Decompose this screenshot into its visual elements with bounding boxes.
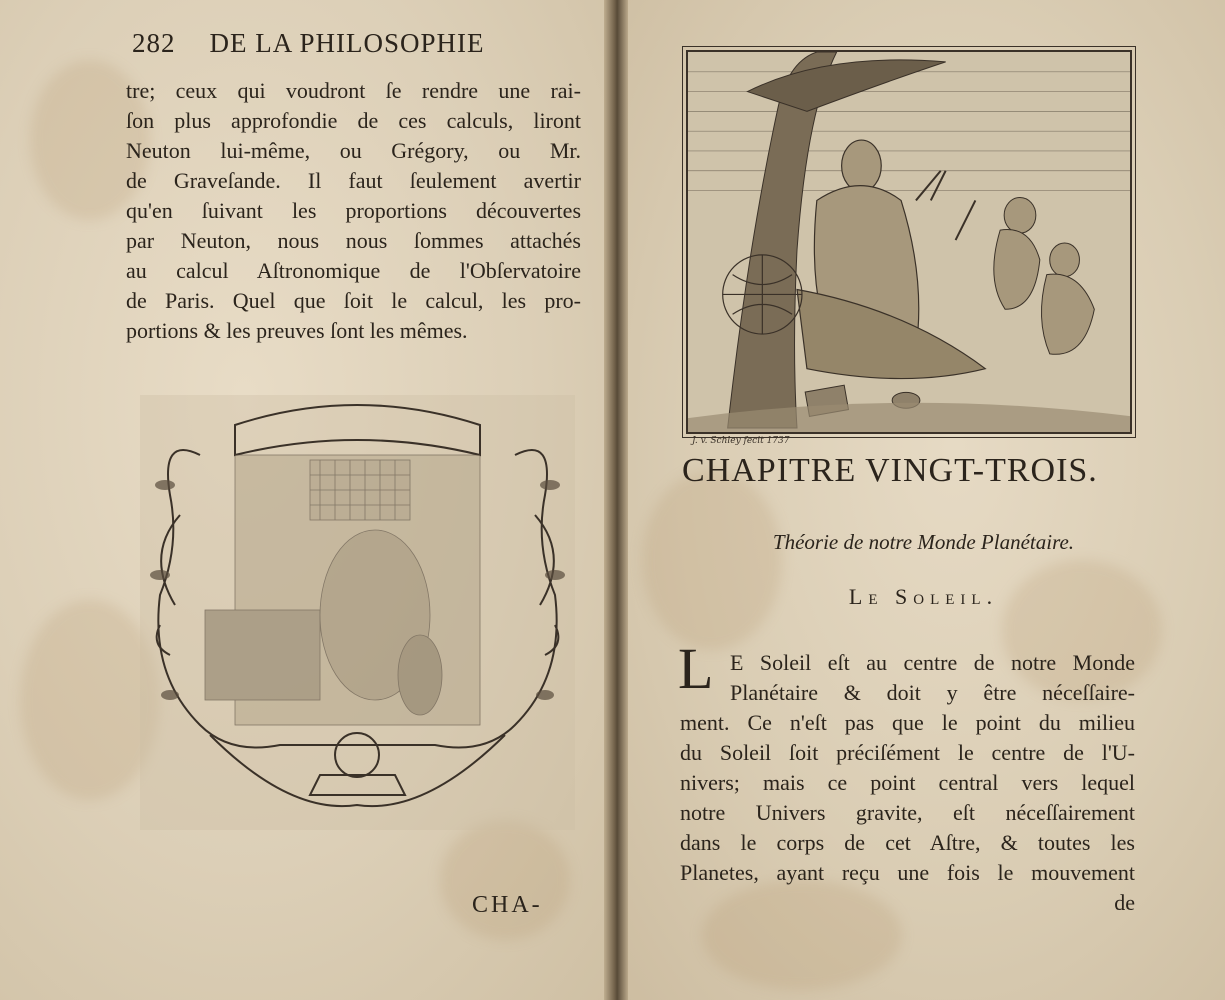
text-line: du Soleil ſoit préciſément le centre de l'U- xyxy=(680,740,1135,765)
page-number: 282 xyxy=(132,28,176,58)
text-line: Planetes, ayant reçu une fois le mouvement xyxy=(680,860,1135,885)
drop-cap-letter: L xyxy=(678,636,714,701)
allegorical-engraving-plate xyxy=(686,50,1132,434)
text-line: portions & les preuves ſont les mêmes. xyxy=(126,318,468,343)
left-body-text xyxy=(126,76,581,346)
text-line: de Graveſande. Il faut ſeulement avertir xyxy=(126,168,581,193)
text-line: tre; ceux qui voudront ſe rendre une rai- xyxy=(126,78,581,103)
text-line: qu'en ſuivant les proportions découvertes xyxy=(126,198,581,223)
engraver-signature: J. v. Schley fecit 1737 xyxy=(692,436,790,446)
text-line: nivers; mais ce point central vers lequel xyxy=(680,770,1135,795)
text-line: Neuton lui-même, ou Grégory, ou Mr. xyxy=(126,138,581,163)
text-line: notre Univers gravite, eſt néceſſairement xyxy=(680,800,1135,825)
section-title: Le Soleil. xyxy=(848,584,999,609)
text-line: de Paris. Quel que ſoit le calcul, les pro- xyxy=(126,288,581,313)
running-head xyxy=(132,28,552,59)
text-line: au calcul Aſtronomique de l'Obſervatoire xyxy=(126,258,581,283)
catchword: CHA- xyxy=(472,892,543,918)
ornamental-vignette-engraving xyxy=(140,395,575,830)
chapter-title: CHAPITRE VINGT-TROIS. xyxy=(682,452,1098,489)
text-line: Planétaire & doit y être néceſſaire- xyxy=(730,680,1135,705)
right-body-text xyxy=(680,648,1135,918)
text-line: dans le corps de cet Aſtre, & toutes les xyxy=(680,830,1135,855)
book-gutter xyxy=(604,0,628,1000)
text-line: ment. Ce n'eſt pas que le point du milieu xyxy=(680,710,1135,735)
running-head-title: DE LA PHILOSOPHIE xyxy=(209,28,485,58)
chapter-subtitle: Théorie de notre Monde Planétaire. xyxy=(772,530,1075,554)
text-line: ſon plus approfondie de ces calculs, liront xyxy=(126,108,581,133)
text-line: E Soleil eſt au centre de notre Monde xyxy=(730,650,1135,675)
text-line: de xyxy=(1114,890,1135,915)
text-line: par Neuton, nous nous ſommes attachés xyxy=(126,228,581,253)
